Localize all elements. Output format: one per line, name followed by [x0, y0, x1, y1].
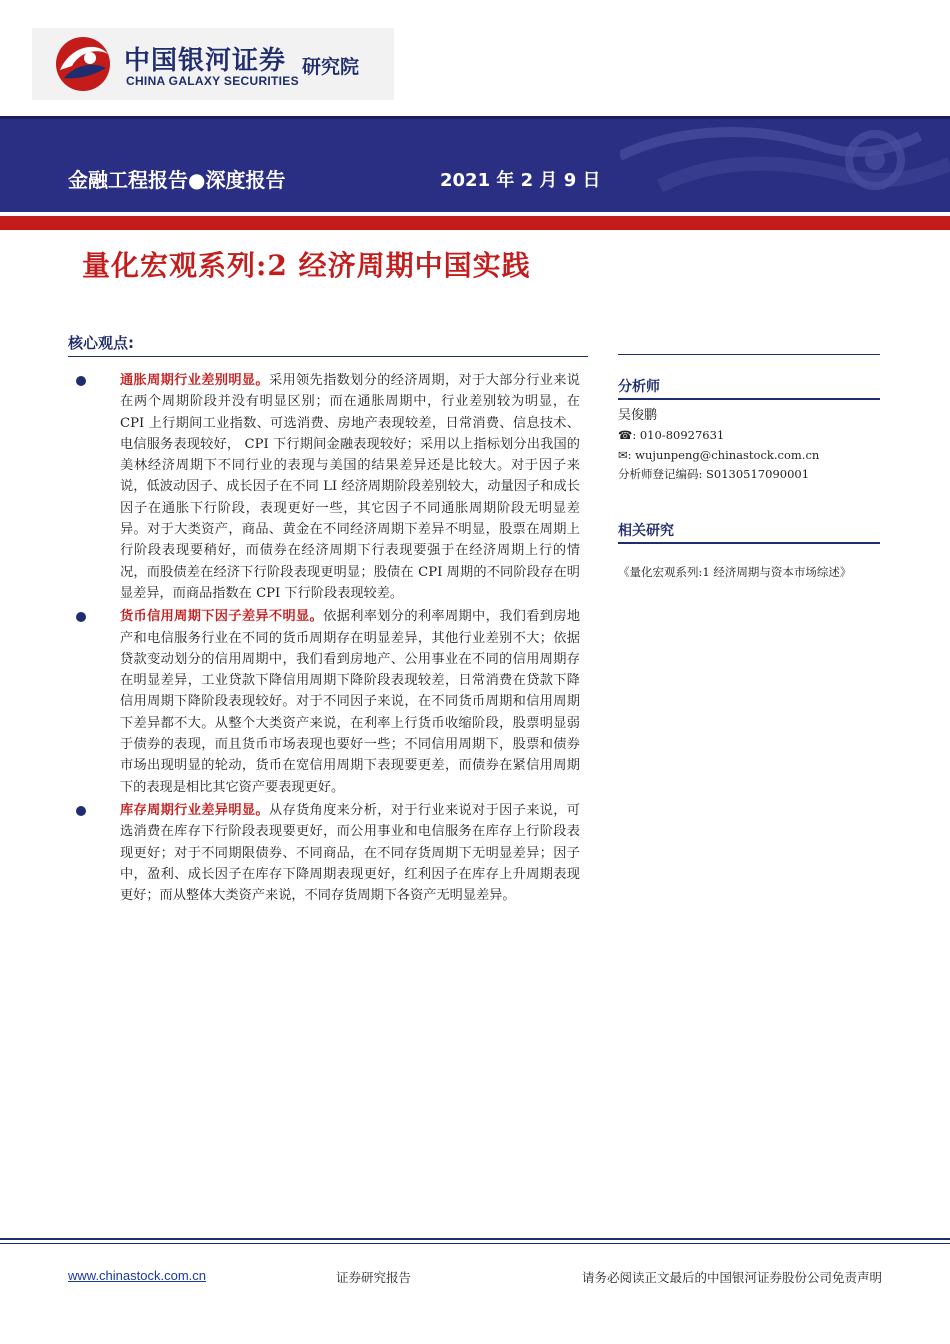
analyst-email: [618, 448, 819, 462]
analyst-name: 吴俊鹏: [618, 408, 658, 423]
related-rule: [618, 542, 880, 544]
institute-label: 研究院: [302, 56, 360, 78]
core-view-head: 通胀周期行业差别明显。: [120, 373, 269, 388]
report-type: 金融工程报告●深度报告: [68, 168, 286, 192]
galaxy-swirl-logo-icon: [50, 34, 116, 94]
core-view-text: [120, 370, 580, 604]
core-view-head: 库存周期行业差异明显。: [120, 802, 269, 818]
header-banner: [0, 116, 950, 230]
report-date: 2021 年 2 月 9 日: [440, 170, 601, 191]
company-logo: [32, 28, 394, 100]
phone-icon: ☎:: [618, 428, 640, 442]
brand-name-en: CHINA GALAXY SECURITIES: [126, 74, 299, 88]
core-view-item: [68, 800, 580, 906]
core-view-item: [68, 606, 580, 798]
report-title: 量化宏观系列:2 经济周期中国实践: [82, 249, 531, 282]
analyst-registration: [618, 466, 809, 482]
core-view-head: 货币信用周期下因子差异不明显。: [120, 609, 324, 625]
brand-name-cn: 中国银河证券: [124, 46, 287, 76]
core-view-body: 采用领先指数划分的经济周期，对于大部分行业来说在两个周期阶段并没有明显区别；而在通胀周期中，行业差别较为明显，在 CPI 上行期间工业指数、可选消费、房地产表现较差，日常消费、信息技术、电信服务表现较好， CPI 下行期间金融表现较好；采用以上指标划分出我国的美林经济周期下不同行业的表现与美国的结果差异还是比较大。对于因子来说，低波动因子、成长因子在不同 LI 经济周期阶段差别较大，动量因子和成长因子在通胀下行阶段，表现更好一些，其它因子不同通胀周期阶段无明显差异。对于大类资产，商品、黄金在不同经济周期下差异不明显，股票在周期上行阶段表现要稍好，而债券在经济周期下行表现要强于在经济周期上行的情况，而股债差在经济下行阶段表现更明显；股债在 CPI 周期的不同阶段存在明显差异，而商品指数在 CPI 下行阶段表现较差。: [120, 373, 580, 601]
banner-red-stripe: [0, 216, 950, 230]
core-views-list: [68, 370, 580, 908]
footer-rule-thick: [0, 1238, 950, 1240]
core-view-body: 依据利率划分的利率周期中，我们看到房地产和电信服务行业在不同的货币周期存在明显差异，其他行业差别不大；依据贷款变动划分的信用周期中，我们看到房地产、公用事业在不同的信用周期存在明显差异，工业贷款下降信用周期下降阶段表现较差，日常消费在贷款下降信用周期下降阶段表现较好。对于不同因子来说，在不同货币周期和信用周期下差异都不大。从整个大类资产来说，在利率上行货币收缩阶段，股票明显弱于债券的表现，而且货币市场表现也要好一些；不同信用周期下，股票和债券市场出现明显的轮动，货币在宽信用周期下表现要更差，而债券在紧信用周期下的表现是相比其它资产要表现更好。: [120, 609, 581, 795]
analyst-heading: 分析师: [618, 379, 660, 395]
core-views-rule: [68, 356, 588, 357]
registration-code: S0130517090001: [706, 467, 810, 481]
analyst-rule: [618, 398, 880, 400]
footer-rule-thin: [0, 1243, 950, 1244]
footer-disclaimer: 请务必阅读正文最后的中国银河证券股份公司免责声明: [581, 1270, 882, 1285]
website-link[interactable]: www.chinastock.com.cn: [68, 1268, 206, 1283]
footer-report-label: 证券研究报告: [336, 1270, 412, 1285]
bullet-dot-icon: [76, 612, 86, 622]
sidebar-top-rule: [618, 354, 880, 355]
analyst-phone: [618, 428, 724, 442]
core-view-body: 从存货角度来分析，对于行业来说对于因子来说，可选消费在库存下行阶段表现要更好，而公用事业和电信服务在库存上行阶段表现更好；对于不同期限债券、不同商品，在不同存货周期下无明显差异；因子中，盈利、成长因子在库存下降周期表现更好，红利因子在库存上升周期表现更好；而从整体大类资产来说，不同存货周期下各资产无明显差异。: [120, 802, 580, 904]
core-view-item: [68, 370, 580, 604]
mail-icon: ✉:: [618, 448, 636, 462]
bullet-dot-icon: [76, 376, 86, 386]
core-view-text: [120, 800, 580, 906]
core-views-heading: 核心观点:: [68, 334, 134, 352]
registration-label: 分析师登记编码:: [618, 467, 703, 481]
phone-number: 010-80927631: [639, 428, 725, 442]
bullet-dot-icon: [76, 806, 86, 816]
core-view-text: [120, 606, 580, 798]
related-heading: 相关研究: [618, 523, 674, 539]
email-link[interactable]: wujunpeng@chinastock.com.cn: [635, 448, 820, 462]
cloud-swirl-decoration-icon: [620, 116, 950, 212]
related-report-link[interactable]: 《量化宏观系列:1 经济周期与资本市场综述》: [618, 565, 852, 579]
